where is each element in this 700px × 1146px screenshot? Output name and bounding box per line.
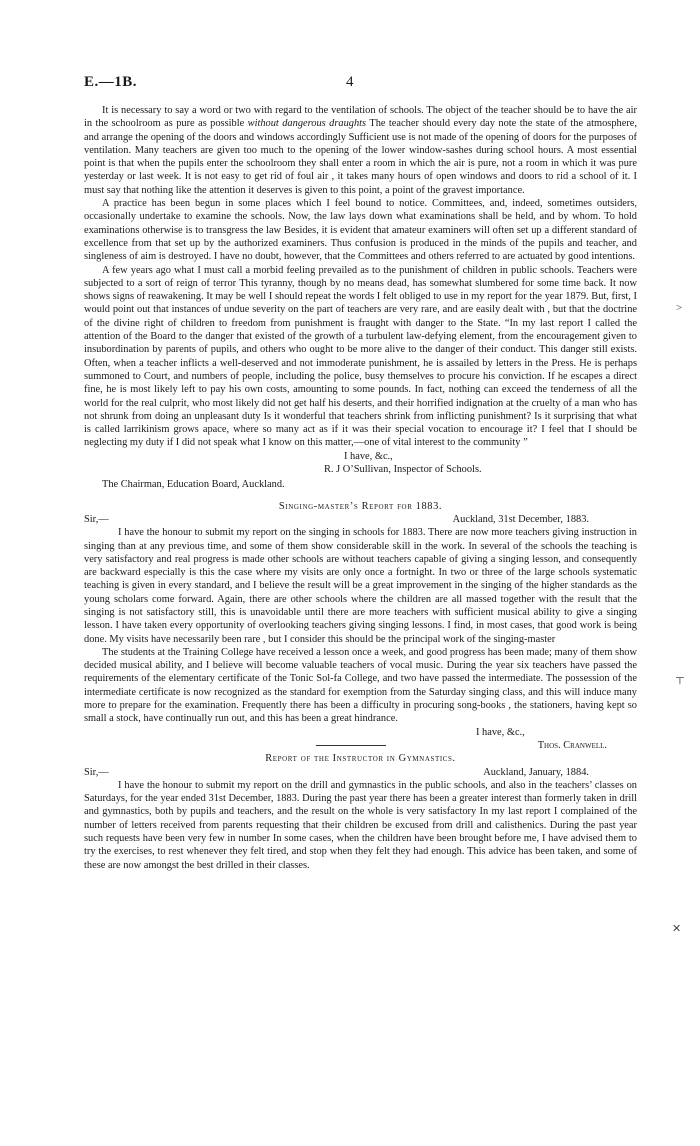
- sign-off: I have, &c.,: [344, 450, 393, 462]
- examinations-paragraph: A practice has been begun in some places which I feel bound to notice. Committees, and, indeed, sometimes outsiders, occasionally undertake to examine the schools. Now, the law lays down what examinations shall be held, and by whom. To hold examinations otherwise is to transgress the law Besides, it is evident that amateur examiners will often set up a different standard of excellence from that set up by the authorized examiners. Thus confusion is produced in the minds of the pupils and teacher, and singleness of aim is destroyed. I have no doubt, however, that the Committees and others referred to are actuated by good intentions.: [84, 198, 637, 263]
- margin-mark: ┬: [676, 672, 684, 684]
- page-header: [84, 74, 624, 94]
- gymnastics-paragraph: I have the honour to submit my report on the drill and gymnastics in the public schools, and also in the teachers’ classes on Saturdays, for the year ended 31st December, 1883. During the past year there has been a greater interest than formerly taken in drill and gymnastics, both by pupils and teachers, and the result on the whole is very satisfactory In my last report I complained of the number of letters received from parents requesting that their children be excused from drill and calisthenics. During the past year such requests have been very few in number In some cases, when the children have been brought before me, I have advised them to try the exercises, to rest whenever they felt tired, and stop when they felt they had enough. This advice has been taken, and some of these are now amongst the best drilled in their classes.: [84, 779, 637, 871]
- gymnastics-report-title: Report of the Instructor in Gymnastics.: [265, 753, 456, 765]
- singing-paragraph: I have the honour to submit my report on the singing in schools for 1883. There are now more teachers giving instruction in singing than at any previous time, and some of them show considerable skill in the work. In several of the schools the teaching is very satisfactory and real progress is made other schools are without teachers capable of giving a singing lesson, and consequently are backward especially is this the case where my visits are only once a fortnight. In two or three of the large schools systematic teaching is given in every standard, and I believe the result will be a great improvement in the singing of the higher standards as the young scholars come forward. Again, there are other schools where the children are all massed together with the result that the singing is not satisfactory still, this is unavoidable until there are more teachers with sufficient musical ability to give a singing lesson. I have taken every opportunity of overlooking teachers giving singing lessons. I find, in most cases, that good work is being done. My visits have necessarily been rare , but I consider this should be the principal work of the singing-master: [84, 527, 637, 645]
- addressee: The Chairman, Education Board, Auckland.: [102, 479, 285, 491]
- gymnastics-header-row: [84, 766, 637, 779]
- salutation: Sir,—: [84, 766, 109, 778]
- section-rule: [316, 745, 386, 746]
- salutation: Sir,—: [84, 513, 109, 525]
- document-body: [84, 104, 637, 872]
- training-college-paragraph: The students at the Training College have received a lesson once a week, and good progress has been made; many of them show decided musical ability, and I believe will become valuable teachers of vocal music. During the year six teachers have passed the requirements of the elementary certificate of the Tonic Sol-fa College, and two have passed the intermediate. The possession of the intermediate certificate is now recognized as the standard for exemption from the Saturday singing class, and this will induce many more to prepare for the examination. Frequently there has been a difficulty in procuring song-books , the stationers, having kept so small a stock, have continually run out, and this has been a great hindrance.: [84, 646, 637, 725]
- singing-master-signature: Thos. Cranwell.: [537, 739, 607, 751]
- singing-report-title: Singing-master’s Report for 1883.: [278, 500, 443, 512]
- margin-mark: >: [676, 302, 683, 314]
- sign-off: I have, &c.,: [476, 726, 525, 738]
- punishment-paragraph: A few years ago what I must call a morbid feeling prevailed as to the punishment of children in public schools. Teachers were subjected to a sort of reign of terror This tyranny, though by no means dead, has somewhat slumbered for some time back. It now shows signs of reawakening. It may be well I should repeat the words I felt obliged to use in my report for the year 1879. But, first, I would point out that instances of undue severity on the part of teachers are very rare, and are easily dealt with , but that the doctrine of the divine right of children to freedom from punishment is fraught with danger to the State. “In my last report I called the attention of the Board to the danger that existed of the growth of a turbulent law-defying element, from the encouragement given to insubordination by parents of pupils, and others who ought to be more alive to the danger of their conduct. This danger still exists. Often, when a teacher inflicts a well-deserved and not immoderate punishment, he is assailed by letters in the Press. He is perhaps summoned to Court, and numbers of people, including the police, busy themselves to procure his conviction. If he escapes a direct fine, he is most likely left to pay his own costs, amounting to some pounds. In fact, nothing can exceed the tenderness of all the world for the real culprit, who most likely did not get half his deserts, and their horrified indignation at the cruelty of a man who has not shrunk from doing an unpleasant duty Is it wonderful that teachers shrink from inflicting punishment? Is it surprising that what is called larrikinism grows apace, where so many act as if it was their special vocation to encourage it? I feel that I should be neglecting my duty if I did not speak what I know on this matter,—one of vital interest to the community ”: [84, 264, 637, 449]
- document-code: E.—1B.: [84, 74, 138, 90]
- margin-mark: ✕: [672, 923, 682, 935]
- ventilation-paragraph: It is necessary to say a word or two with regard to the ventilation of schools. The object of the teacher should be to have the air in the schoolroom as pure as possible without dangerous draughts The teacher should every day note the state of the atmosphere, and arrange the opening of the doors and windows accordingly Sufficient use is not made of the opening of doors for the purposes of ventilation. Many teachers are given too much to the opening of the lower window-sashes during school hours. A most essential point is that when the pupils enter the schoolroom they shall enter a room in which the air is pure, not a room in which it was pure yesterday or last week. It is not easy to get rid of foul air , it takes many hours of open windows and doors to rid a school of it. I must say that nothing like the attention it deserves is given to this point, a point of the gravest importance.: [84, 105, 637, 196]
- page-number: 4: [346, 74, 354, 90]
- signature-row: [84, 739, 637, 752]
- singing-header-row: [84, 513, 637, 526]
- inspector-signature: R. J O’Sullivan, Inspector of Schools.: [324, 464, 482, 476]
- place-date: Auckland, January, 1884.: [483, 766, 589, 778]
- place-date: Auckland, 31st December, 1883.: [452, 513, 589, 525]
